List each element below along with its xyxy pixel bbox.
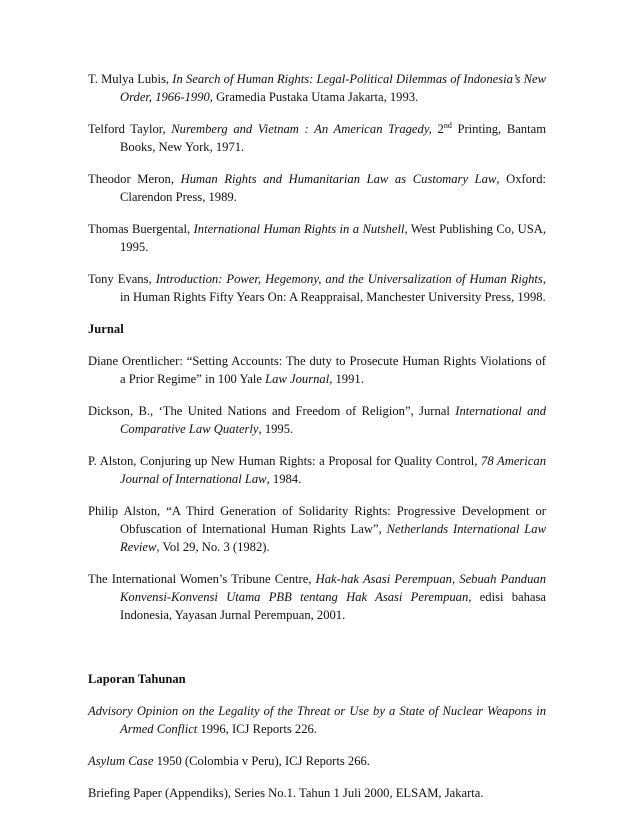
reference-entry [88, 452, 546, 488]
reference-entry [88, 170, 546, 206]
reference-text: Thomas Buergental, [88, 222, 194, 236]
reference-text: 2 [431, 122, 444, 136]
italic-title-text: 78 American Journal of International Law [120, 454, 546, 486]
reference-entry [88, 120, 546, 156]
reference-text: , 1995. [258, 422, 294, 436]
reference-text: The International Women’s Tribune Centre, [88, 572, 316, 586]
reference-entry [88, 220, 546, 256]
italic-title-text: Advisory Opinion on the Legality of the Threat or Use by a State of Nuclear Weapons in Armed Conflict [88, 704, 546, 736]
reference-entry [88, 502, 546, 556]
reference-text: Dickson, B., ‘The United Nations and Freedom of Religion”, Jurnal [88, 404, 456, 418]
jurnal-section [88, 352, 546, 624]
reference-text: Theodor Meron, [88, 172, 181, 186]
italic-title-text: International Human Rights in a Nutshell [193, 222, 405, 236]
italic-title-text: Law Journal [265, 372, 330, 386]
italic-title-text: Hak-hak Asasi Perempuan, Sebuah Panduan Konvensi-Konvensi Utama PBB tentang Hak Asasi Perempuan, [120, 572, 546, 604]
italic-title-text: Netherlands International Law Review [120, 522, 547, 554]
reference-text: , 1984. [266, 472, 302, 486]
laporan-tahunan-section [88, 702, 546, 802]
reference-text: Gramedia Pustaka Utama Jakarta, 1993. [212, 90, 419, 104]
reference-entry [88, 270, 546, 306]
reference-text: Philip Alston, “A Third Generation of Solidarity Rights: Progressive Development or Obfuscation of International Human Rights Law”, [88, 504, 546, 536]
reference-entry [88, 402, 546, 438]
jurnal-heading: Jurnal [88, 322, 124, 336]
reference-text: 1950 (Colombia v Peru), ICJ Reports 266. [153, 754, 370, 768]
laporan-tahunan-heading: Laporan Tahunan [88, 672, 186, 686]
reference-text: , West Publishing Co, USA, 1995. [120, 222, 546, 254]
reference-text: , 1991. [329, 372, 364, 386]
reference-entry [88, 752, 546, 770]
reference-text: P. Alston, Conjuring up New Human Rights: a Proposal for Quality Control, [88, 454, 482, 468]
italic-title-text: Human Rights and Humanitarian Law as Customary Law [180, 172, 497, 186]
reference-text: , in Human Rights Fifty Years On: A Reappraisal, Manchester University Press, 1998. [120, 272, 546, 304]
reference-text: , Vol 29, No. 3 (1982). [156, 540, 270, 554]
reference-text: Printing, Bantam Books, New York, 1971. [120, 122, 546, 154]
italic-title-text: Nuremberg and Vietnam : An American Tragedy, [171, 122, 432, 136]
reference-text: Tony Evans, [88, 272, 156, 286]
italic-title-text: Asylum Case [88, 754, 154, 768]
reference-text: 1996, ICJ Reports 226. [197, 722, 317, 736]
reference-entry [88, 784, 546, 802]
reference-entry [88, 352, 546, 388]
reference-entry [88, 570, 546, 624]
italic-title-text: International and Comparative Law Quaterly [120, 404, 546, 436]
italic-title-text: Introduction: Power, Hegemony, and the Universalization of Human Rights [155, 272, 543, 286]
reference-text: T. Mulya Lubis, [88, 72, 173, 86]
books-section [88, 70, 546, 306]
reference-text: Briefing Paper (Appendiks), Series No.1. Tahun 1 Juli 2000, ELSAM, Jakarta. [88, 786, 484, 800]
reference-text: Telford Taylor, [88, 122, 172, 136]
reference-text: nd [443, 120, 452, 130]
italic-title-text: In Search of Human Rights: Legal-Political Dilemmas of Indonesia’s New Order, 1966-1990, [120, 72, 546, 104]
reference-text: edisi bahasa Indonesia, Yayasan Jurnal Perempuan, 2001. [120, 590, 546, 622]
reference-text: Diane Orentlicher: “Setting Accounts: The duty to Prosecute Human Rights Violations of a Prior Regime” in 100 Yale [88, 354, 546, 386]
reference-entry [88, 702, 546, 738]
bibliography-page [88, 70, 546, 816]
reference-entry [88, 70, 546, 106]
reference-text: , Oxford: Clarendon Press, 1989. [120, 172, 546, 204]
